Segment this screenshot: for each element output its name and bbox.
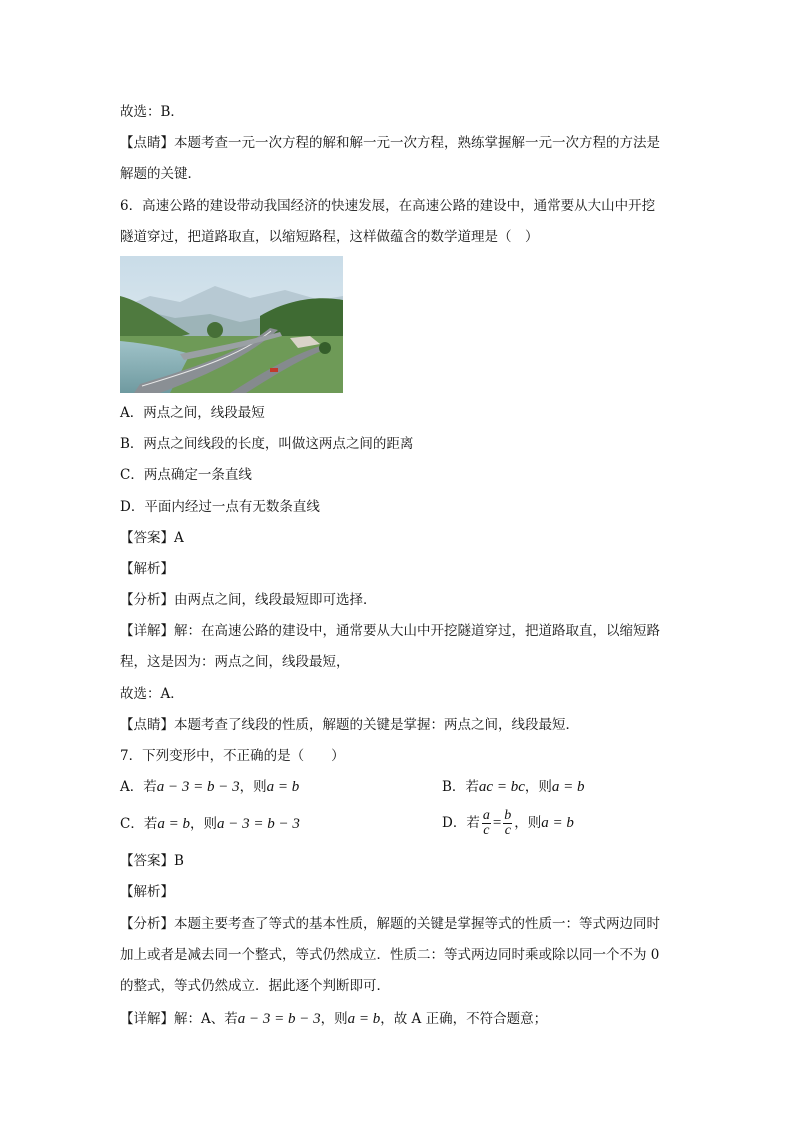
text-line: 【分析】本题主要考查了等式的基本性质，解题的关键是掌握等式的性质一：等式两边同时	[120, 916, 660, 932]
text-line: 【点睛】本题考查一元一次方程的解和解一元一次方程，熟练掌握解一元一次方程的方法是	[120, 135, 660, 151]
option-7b: B．若ac = bc，则a = b	[442, 779, 585, 795]
text-line: 加上或者是减去同一个整式，等式仍然成立．性质二：等式两边同时乘或除以同一个不为 0	[120, 947, 660, 963]
text-line: 程，这是因为：两点之间，线段最短，	[120, 654, 350, 670]
option-7d: D．若 $\frac{a}{c}$ = $\frac{b}{c}$ ，则a = b	[442, 808, 574, 838]
detail-line: 【详解】解：A、若a − 3 = b − 3，则a = b，故 A 正确，不符合题意；	[120, 1011, 548, 1027]
option-6c: C．两点确定一条直线	[120, 467, 252, 483]
option-6b: B．两点之间线段的长度，叫做这两点之间的距离	[120, 436, 414, 452]
text-line: 的整式，等式仍然成立．据此逐个判断即可．	[120, 978, 390, 994]
option-7c: C．若a = b，则a − 3 = b − 3	[120, 816, 300, 832]
option-6a: A．两点之间，线段最短	[120, 405, 265, 421]
option-6d: D．平面内经过一点有无数条直线	[120, 499, 320, 515]
text-line: 故选：B．	[120, 104, 184, 120]
question-6-text: 6．高速公路的建设带动我国经济的快速发展，在高速公路的建设中，通常要从大山中开挖	[120, 198, 656, 214]
option-7a: A．若a − 3 = b − 3，则a = b	[120, 779, 300, 795]
answer-label: 【答案】A	[120, 530, 184, 546]
answer-label: 【答案】B	[120, 853, 184, 869]
highway-illustration	[120, 256, 343, 393]
analysis-label: 【解析】	[120, 884, 174, 900]
text-line: 【点睛】本题考查了线段的性质，解题的关键是掌握：两点之间，线段最短．	[120, 717, 579, 733]
analysis-label: 【解析】	[120, 561, 174, 577]
text-line: 解题的关键．	[120, 166, 201, 182]
question-7-text: 7．下列变形中，不正确的是（ ）	[120, 748, 345, 764]
text-line: 隧道穿过，把道路取直，以缩短路程，这样做蕴含的数学道理是（ ）	[120, 229, 539, 245]
highway-photo	[120, 256, 343, 393]
fraction: $\frac{b}{c}$	[504, 808, 512, 838]
text-line: 故选：A．	[120, 686, 184, 702]
fraction: $\frac{a}{c}$	[482, 808, 490, 838]
text-line: 【详解】解：在高速公路的建设中，通常要从大山中开挖隧道穿过，把道路取直，以缩短路	[120, 623, 660, 639]
text-line: 【分析】由两点之间，线段最短即可选择．	[120, 592, 377, 608]
